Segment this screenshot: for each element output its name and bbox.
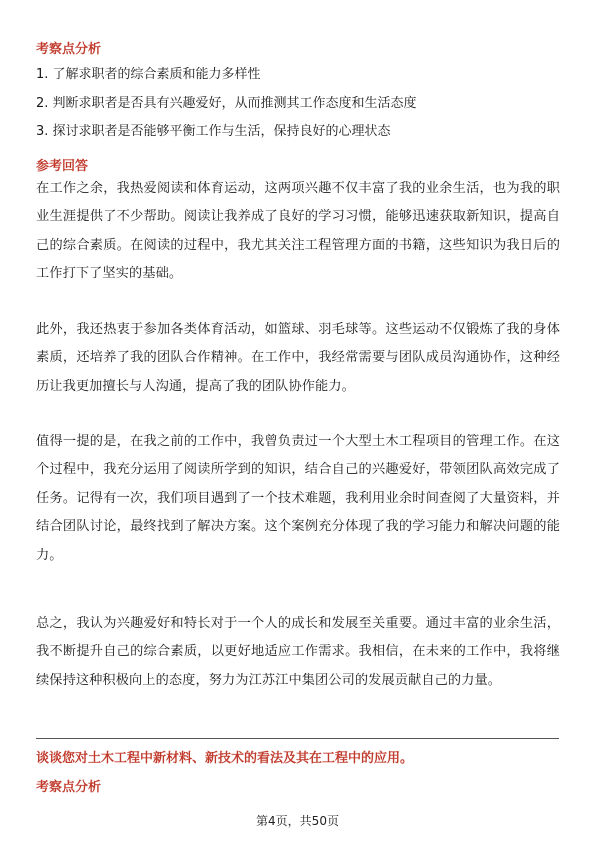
page-number-footer: 第4页，共50页	[256, 814, 339, 828]
answer-paragraph-4: 总之，我认为兴趣爱好和特长对于一个人的成长和发展至关重要。通过丰富的业余生活，我不断提升自己的综合素质，以更好地适应工作需求。我相信，在未来的工作中，我将继续保持这种积极向上的态度，努力为江苏江中集团公司的发展贡献自己的力量。	[36, 616, 560, 688]
section-title-reference-answer: 参考回答	[36, 159, 89, 174]
section-divider	[36, 738, 559, 739]
analysis-point-2: 2. 判断求职者是否具有兴趣爱好，从而推测其工作态度和生活态度	[36, 96, 417, 111]
section-title-analysis-next: 考察点分析	[36, 780, 102, 795]
answer-paragraph-3: 值得一提的是，在我之前的工作中，我曾负责过一个大型土木工程项目的管理工作。在这个过程中，我充分运用了阅读所学到的知识，结合自己的兴趣爱好，带领团队高效完成了任务。记得有一次，我们项目遇到了一个技术难题，我利用业余时间查阅了大量资料，并结合团队讨论，最终找到了解决方案。这个案例充分体现了我的学习能力和解决问题的能力。	[36, 434, 560, 563]
next-question-title: 谈谈您对土木工程中新材料、新技术的看法及其在工程中的应用。	[36, 751, 414, 766]
section-title-analysis: 考察点分析	[36, 42, 102, 57]
analysis-point-3: 3. 探讨求职者是否能够平衡工作与生活，保持良好的心理状态	[36, 124, 391, 139]
answer-paragraph-1: 在工作之余，我热爱阅读和体育运动，这两项兴趣不仅丰富了我的业余生活，也为我的职业生涯提供了不少帮助。阅读让我养成了良好的学习习惯，能够迅速获取新知识，提高自己的综合素质。在阅读的过程中，我尤其关注工程管理方面的书籍，这些知识为我日后的工作打下了坚实的基础。	[36, 181, 560, 282]
analysis-point-1: 1. 了解求职者的综合素质和能力多样性	[36, 67, 261, 82]
answer-paragraph-2: 此外，我还热衷于参加各类体育活动，如篮球、羽毛球等。这些运动不仅锻炼了我的身体素质，还培养了我的团队合作精神。在工作中，我经常需要与团队成员沟通协作，这种经历让我更加擅长与人沟通，提高了我的团队协作能力。	[36, 322, 560, 394]
